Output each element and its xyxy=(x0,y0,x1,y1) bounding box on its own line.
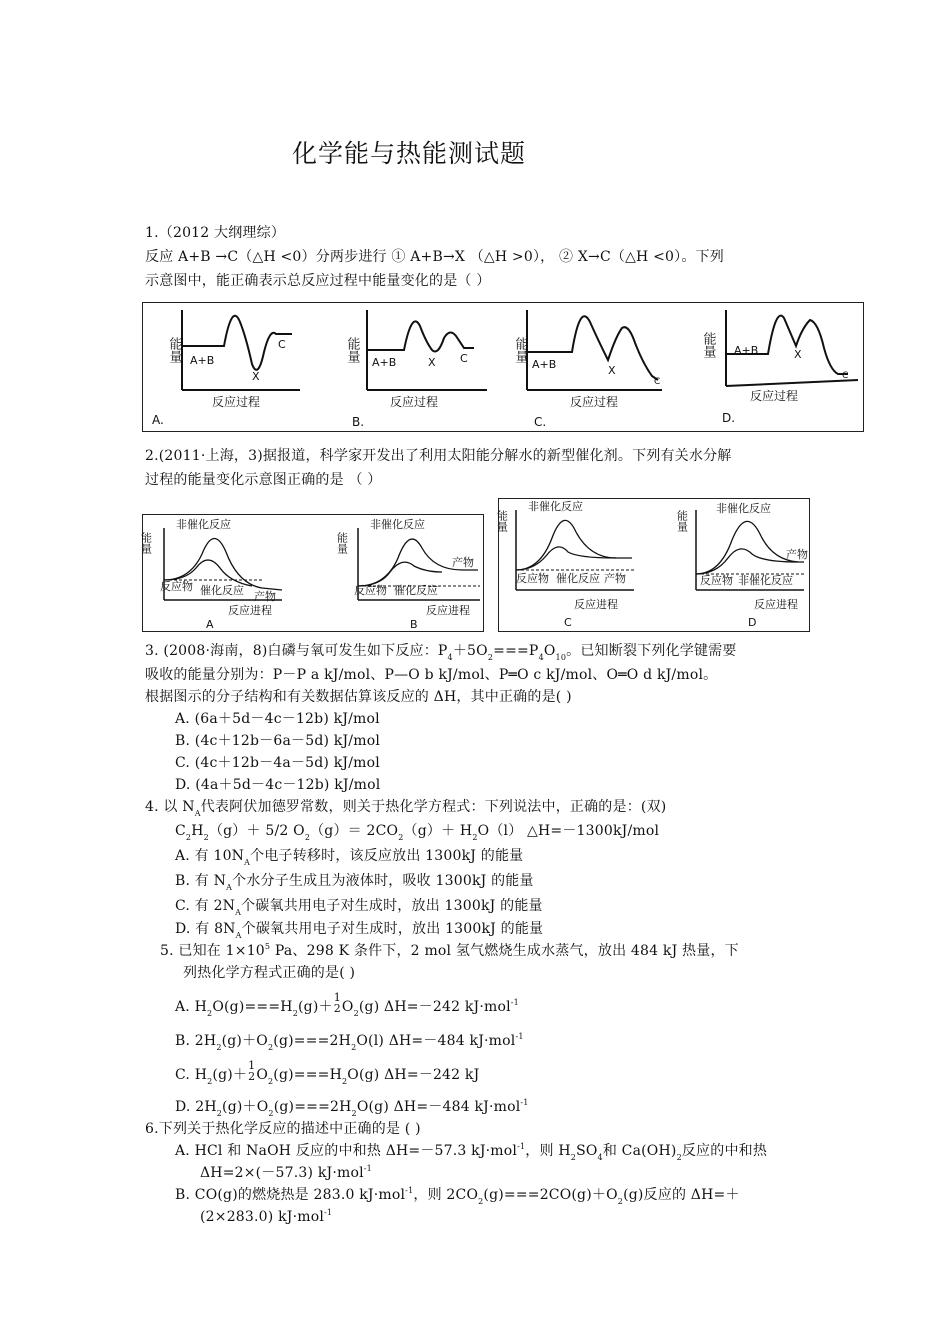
q3-line1: 3. (2008·海南，8)白磷与氧可发生如下反应：$P_4+5O_2===P_4O_{10}$。已知断裂下列化学键需要 xyxy=(145,643,737,662)
q2-uncat-a: 非催化反应 xyxy=(176,518,231,531)
q2-axis-x-a: 反应进程 xyxy=(228,604,272,617)
q2-react-c: 反应物 xyxy=(516,572,549,585)
q5-option-b: B. $2H_2(g)+O_2(g)===2H_2O(l)$ ΔH=－484 kJ·mol$^{-1}$ xyxy=(175,1032,524,1052)
q6-option-a: A. HCl 和 NaOH 反应的中和热 ΔH=－57.3 kJ·mol$^{-1}$，则 $H_2SO_4$和 $Ca(OH)_2$反应的中和热 xyxy=(175,1142,768,1162)
q2-cat-a: 催化反应 xyxy=(200,584,244,597)
q3-option-c: C. (4c＋12b－4a－5d) kJ/mol xyxy=(175,755,380,771)
q2-opt-d: D xyxy=(748,616,757,629)
q1-axis-x-d: 反应过程 xyxy=(750,389,799,403)
q1-ab-b: A+B xyxy=(372,356,397,369)
q2-opt-b: B xyxy=(410,618,418,631)
q1-line1: 反应 A+B →C（△H <0）分两步进行 ① A+B→X （△H >0）， ② X→C（△H <0）。下列 xyxy=(145,249,724,265)
q1-opt-b: B. xyxy=(352,415,365,429)
q1-axis-y-a: 能量 xyxy=(166,337,182,363)
q3-line2: 吸收的能量分别为：P－P a kJ/mol、P—O b kJ/mol、P═O c kJ/mol、O═O d kJ/mol。 xyxy=(145,667,718,683)
q1-opt-d: D. xyxy=(722,411,736,425)
q1-ab-a: A+B xyxy=(190,354,215,367)
q6-option-a-cont: ΔH=2×(－57.3) kJ·mol$^{-1}$ xyxy=(200,1164,372,1181)
q1-figure xyxy=(142,302,864,432)
q1-axis-y-c: 能量 xyxy=(512,337,528,363)
q2-react-d: 反应物 xyxy=(700,574,733,587)
q1-axis-x-b: 反应过程 xyxy=(390,395,439,409)
q1-opt-a: A. xyxy=(152,413,164,427)
q1-x-a: X xyxy=(252,370,260,383)
q4-line1: 4. 以 $N_A$代表阿伏加德罗常数，则关于热化学方程式：下列说法中，正确的是：(双) xyxy=(145,799,667,818)
q2-prod-c: 产物 xyxy=(604,572,626,585)
q5-option-a: A. $H_2O(g)===H_2(g)+$ 1 2 $O_2(g)$ ΔH=－242 kJ·mol$^{-1}$ xyxy=(175,991,519,1018)
q2-axis-y-d: 能量 xyxy=(675,510,689,532)
q2-panel-a xyxy=(140,517,283,631)
q3-option-a: A. (6a＋5d－4c－12b) kJ/mol xyxy=(175,711,380,727)
q4-option-b: B. 有 $N_A$个水分子生成且为液体时，吸收 1300kJ 的能量 xyxy=(175,873,534,892)
q1-c-c: C xyxy=(654,377,661,387)
q1-c-a: C xyxy=(278,338,286,351)
q1-x-c: X xyxy=(608,364,616,377)
q5-option-c: C. $H_2(g)+$ 1 2 $O_2(g)===H_2O(g)$ ΔH=－242 kJ xyxy=(175,1059,480,1086)
half-fraction: 1 2 xyxy=(333,991,341,1015)
q6-option-b: B. CO(g)的燃烧热是 283.0 kJ·mol$^{-1}$，则 $2CO_2(g)===2CO(g)+O_2(g)$反应的 ΔH=＋ xyxy=(175,1186,740,1206)
page-title: 化学能与热能测试题 xyxy=(292,139,527,168)
q2-react-b: 反应物 xyxy=(354,584,387,597)
q2-panel-d xyxy=(676,501,809,629)
q2-uncat-d: 非催化反应 xyxy=(716,502,771,515)
q4-option-c: C. 有 $2N_A$个碳氧共用电子对生成时，放出 1300kJ 的能量 xyxy=(175,898,543,917)
q1-ab-d: A+B xyxy=(734,344,759,357)
q6-line1: 6.下列关于热化学反应的描述中正确的是 ( ) xyxy=(145,1121,421,1137)
q1-ab-c: A+B xyxy=(532,358,557,371)
q3-line3: 根据图示的分子结构和有关数据估算该反应的 ΔH，其中正确的是( ) xyxy=(145,689,572,705)
q2-axis-x-c: 反应进程 xyxy=(574,598,618,611)
q1-opt-c: C. xyxy=(534,415,547,429)
q5-line1: 5. 已知在 $1\times 10^5$ Pa、298 K 条件下，2 mol 氢气燃烧生成水蒸气，放出 484 kJ 热量，下 xyxy=(160,942,739,959)
q1-head: 1.（2012 大纲理综） xyxy=(145,225,286,241)
q2-axis-y-c: 能量 xyxy=(495,510,509,532)
q1-axis-x-a: 反应过程 xyxy=(212,395,261,409)
q2-figure-right xyxy=(495,498,810,632)
q6-option-b-cont: (2×283.0) kJ·mol$^{-1}$ xyxy=(200,1208,333,1225)
q2-line1: 2.(2011·上海，3)据报道，科学家开发出了利用太阳能分解水的新型催化剂。下列有关水分解 xyxy=(145,448,732,464)
q2-prod-b: 产物 xyxy=(452,556,474,569)
q2-prod-a: 产物 xyxy=(254,590,276,603)
q1-c-b: C xyxy=(460,352,468,365)
q2-cat-d: 非催化反应 xyxy=(738,574,793,587)
half-fraction: 1 2 xyxy=(248,1059,256,1083)
q2-axis-x-d: 反应进程 xyxy=(754,598,798,611)
q2-opt-c: C xyxy=(564,616,572,629)
q5-option-d: D. $2H_2(g)+O_2(g)===2H_2O(g)$ ΔH=－484 kJ·mol$^{-1}$ xyxy=(175,1098,529,1118)
q1-panel-c xyxy=(513,310,663,429)
q2-cat-c: 催化反应 xyxy=(556,572,600,585)
q1-panel-a xyxy=(152,310,300,427)
q3-option-b: B. (4c＋12b－6a－5d) kJ/mol xyxy=(175,733,381,749)
q2-uncat-c: 非催化反应 xyxy=(528,500,583,513)
q4-equation: $C_2H_2(g)+ 5/2$ $O_2(g)= 2CO_2(g)+ H_2O(l)$ △H=－1300kJ/mol xyxy=(175,823,660,842)
q2-axis-y-b: 能量 xyxy=(335,532,349,554)
q2-figure-left xyxy=(139,514,484,632)
q2-axis-y-a: 能量 xyxy=(139,532,153,554)
q2-axis-x-b: 反应进程 xyxy=(426,604,470,617)
q2-react-a: 反应物 xyxy=(160,580,193,593)
q1-axis-y-d: 能量 xyxy=(700,332,716,358)
q3-option-d: D. (4a＋5d－4c－12b) kJ/mol xyxy=(175,777,381,793)
q1-panel-d xyxy=(701,310,859,425)
q2-panel-b xyxy=(336,517,481,631)
q4-option-d: D. 有 $8N_A$个碳氧共用电子对生成时，放出 1300kJ 的能量 xyxy=(175,921,544,940)
q2-line2: 过程的能量变化示意图正确的是 （ ） xyxy=(145,472,382,488)
q1-x-d: X xyxy=(794,348,802,361)
q4-option-a: A. 有 $10N_A$个电子转移时，该反应放出 1300kJ 的能量 xyxy=(175,848,524,867)
q1-x-b: X xyxy=(428,356,436,369)
q5-line2: 列热化学方程式正确的是( ) xyxy=(183,965,356,981)
q1-axis-y-b: 能量 xyxy=(344,337,360,363)
q2-prod-d: 产物 xyxy=(786,548,808,561)
q1-c-d: C xyxy=(842,371,849,381)
q2-opt-a: A xyxy=(206,618,214,631)
q2-panel-c xyxy=(496,499,635,629)
q2-uncat-b: 非催化反应 xyxy=(370,518,425,531)
q1-axis-x-c: 反应过程 xyxy=(570,395,619,409)
q1-line2: 示意图中，能正确表示总反应过程中能量变化的是（ ） xyxy=(145,273,491,289)
q2-cat-b: 催化反应 xyxy=(394,584,438,597)
q1-panel-b xyxy=(345,310,488,429)
